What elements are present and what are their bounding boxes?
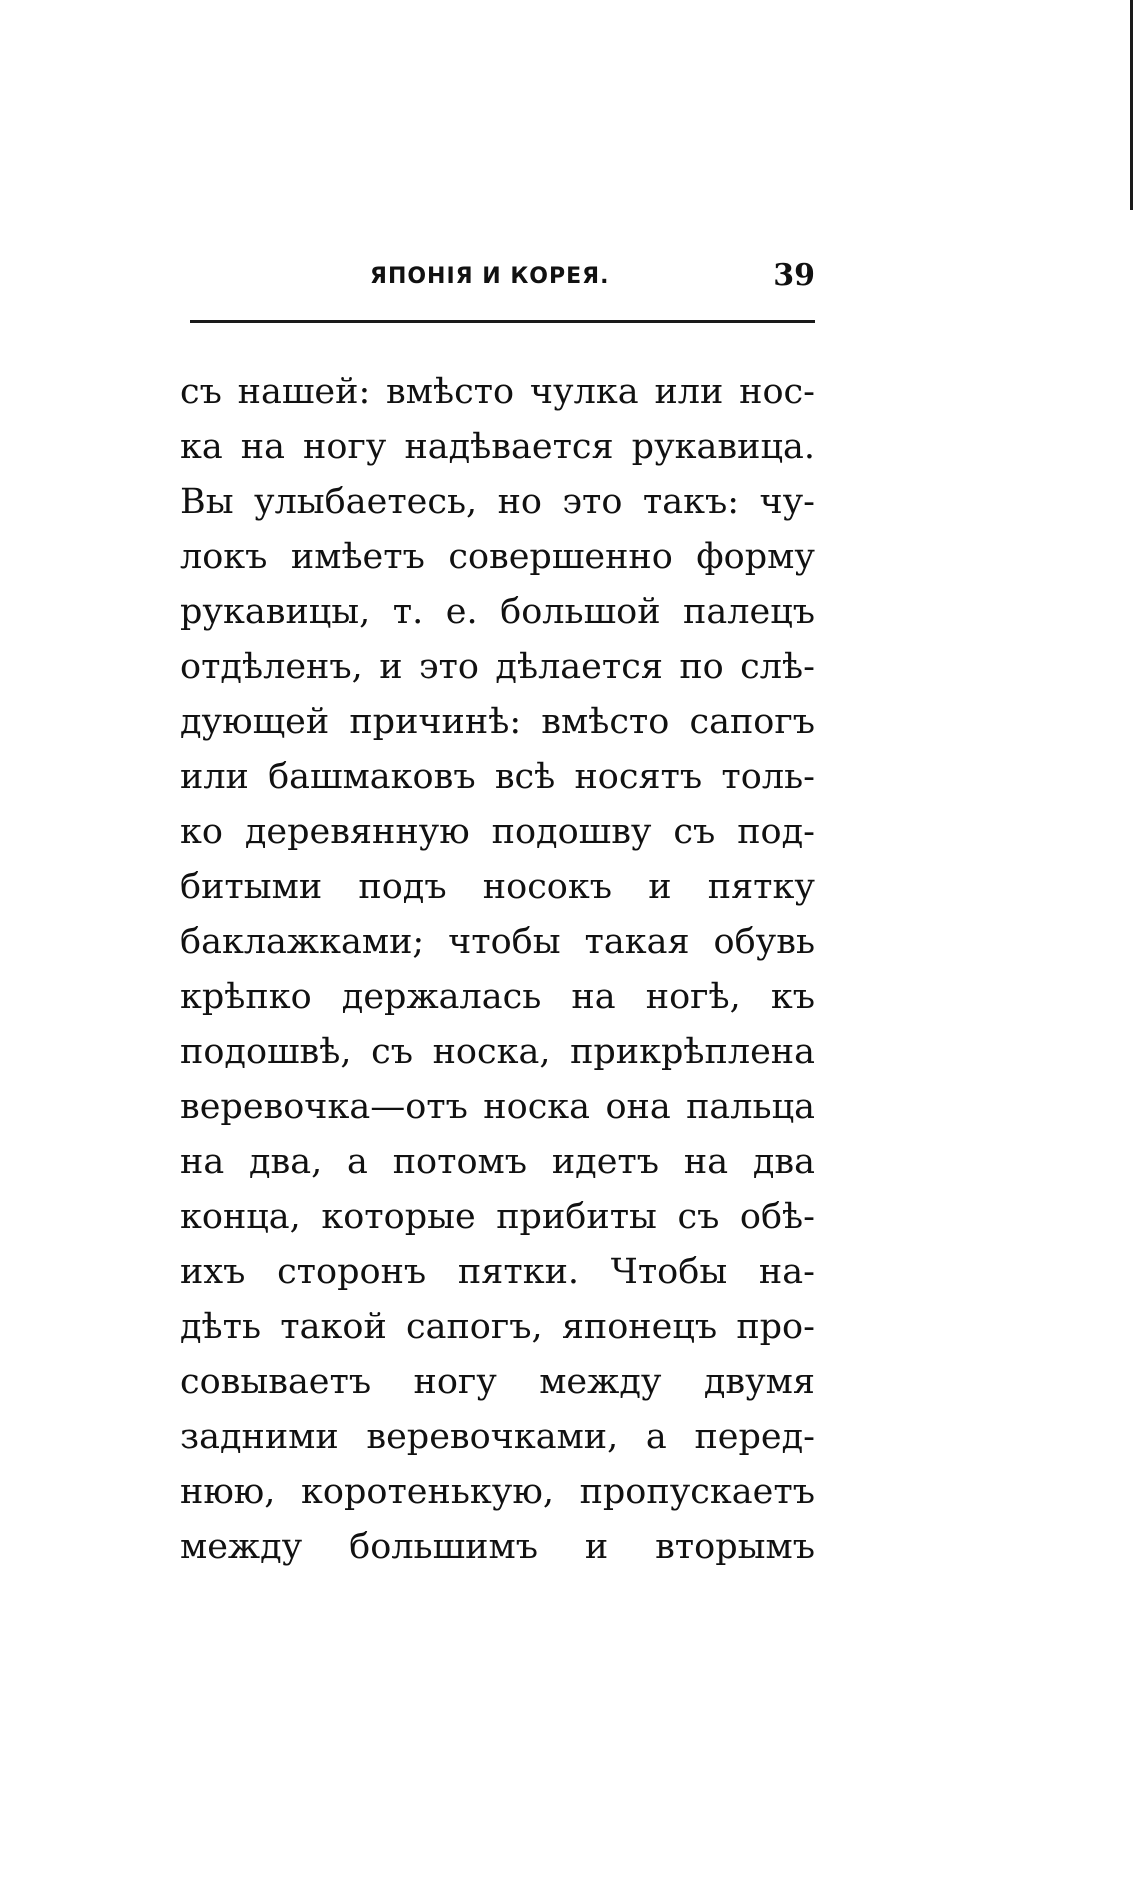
text-line: ихъ сторонъ пятки. Чтобы на- bbox=[180, 1252, 815, 1292]
text-line: между большимъ и вторымъ bbox=[180, 1527, 815, 1567]
text-line: ка на ногу надѣвается рукавица. bbox=[180, 427, 815, 467]
text-line: ко деревянную подошву съ под- bbox=[180, 812, 815, 852]
text-line: конца, которые прибиты съ обѣ- bbox=[180, 1197, 815, 1237]
page-number: 39 bbox=[773, 258, 815, 293]
text-line: рукавицы, т. е. большой палецъ bbox=[180, 592, 815, 632]
text-line: битыми подъ носокъ и пятку bbox=[180, 867, 815, 907]
text-line: съ нашей: вмѣсто чулка или нос- bbox=[180, 372, 815, 412]
text-line: задними веревочками, а перед- bbox=[180, 1417, 815, 1457]
text-line: совываетъ ногу между двумя bbox=[180, 1362, 815, 1402]
text-line: дѣть такой сапогъ, японецъ про- bbox=[180, 1307, 815, 1347]
text-line: или башмаковъ всѣ носятъ толь- bbox=[180, 757, 815, 797]
text-line: нюю, коротенькую, пропускаетъ bbox=[180, 1472, 815, 1512]
text-line: крѣпко держалась на ногѣ, къ bbox=[180, 977, 815, 1017]
text-line: отдѣленъ, и это дѣлается по слѣ- bbox=[180, 647, 815, 687]
text-line: баклажками; чтобы такая обувь bbox=[180, 922, 815, 962]
text-line: подошвѣ, съ носка, прикрѣплена bbox=[180, 1032, 815, 1072]
header-rule bbox=[190, 320, 815, 323]
text-line: Вы улыбаетесь, но это такъ: чу- bbox=[180, 482, 815, 522]
running-title: ЯПОНІЯ И КОРЕЯ. bbox=[370, 264, 610, 289]
text-line: локъ имѣетъ совершенно форму bbox=[180, 537, 815, 577]
text-line: веревочка—отъ носка она пальца bbox=[180, 1087, 815, 1127]
page-edge-line bbox=[1130, 0, 1133, 210]
text-line: на два, а потомъ идетъ на два bbox=[180, 1142, 815, 1182]
running-head bbox=[190, 252, 815, 302]
body-text bbox=[180, 365, 815, 1575]
text-line: дующей причинѣ: вмѣсто сапогъ bbox=[180, 702, 815, 742]
